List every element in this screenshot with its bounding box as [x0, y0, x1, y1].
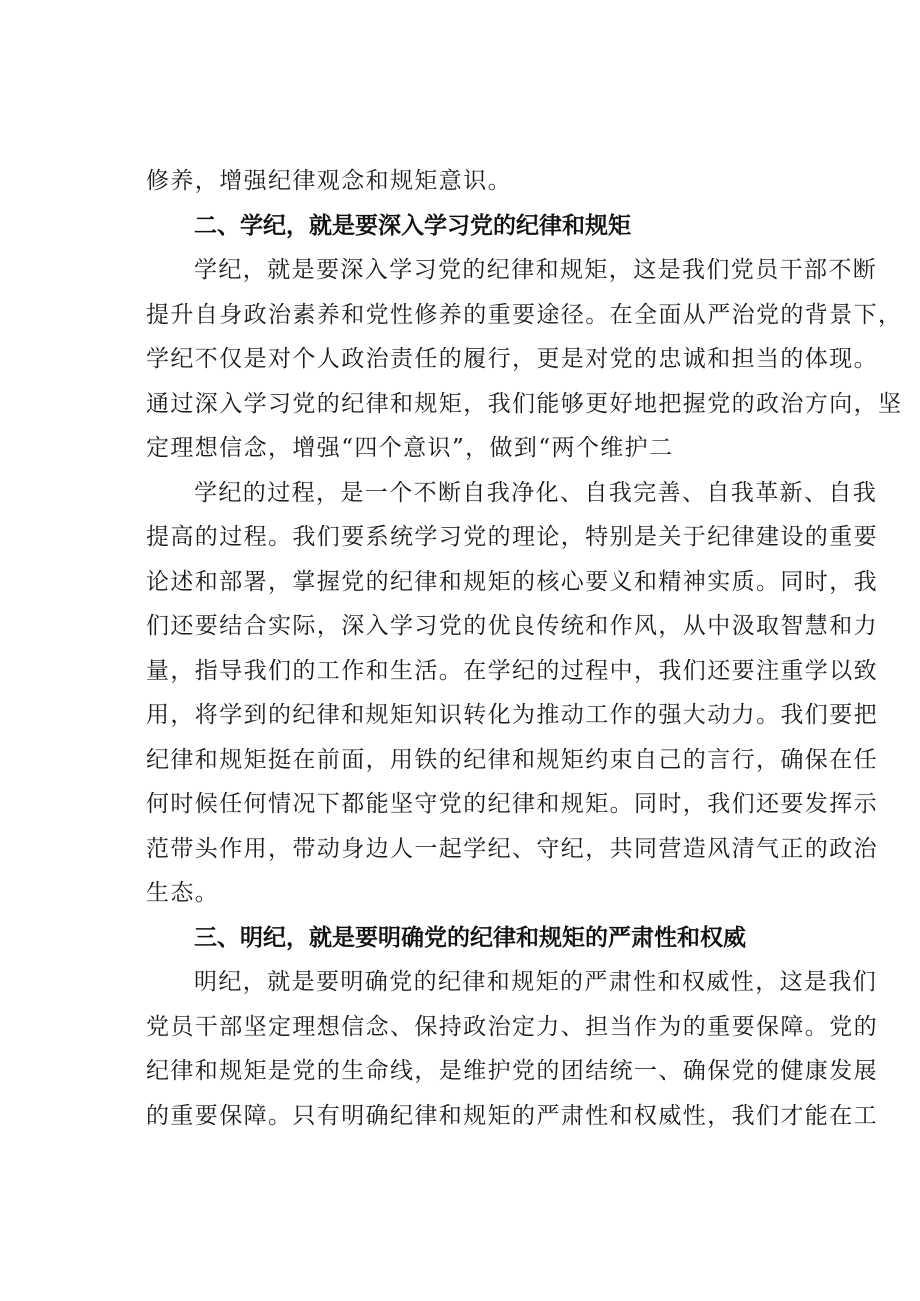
paragraph-line: 们还要结合实际，深入学习党的优良传统和作风，从中汲取智慧和力 [146, 613, 878, 639]
paragraph-line: 量，指导我们的工作和生活。在学纪的过程中，我们还要注重学以致 [146, 657, 878, 684]
paragraph-line: 生态。 [146, 880, 220, 906]
section-heading-3: 三、明纪，就是要明确党的纪律和规矩的严肃性和权威 [194, 924, 746, 951]
paragraph-line: 的重要保障。只有明确纪律和规矩的严肃性和权威性，我们才能在工 [146, 1102, 878, 1129]
paragraph-line: 党员干部坚定理想信念、保持政治定力、担当作为的重要保障。党的 [146, 1013, 878, 1040]
paragraph-line: 定理想信念，增强“四个意识”，做到“两个维护二 [146, 435, 674, 461]
section2-paragraph-2 [146, 471, 878, 916]
section3-paragraph-1 [146, 960, 878, 1138]
paragraph-line: 学纪的过程，是一个不断自我净化、自我完善、自我革新、自我 [194, 479, 878, 506]
paragraph-line: 学纪不仅是对个人政治责任的履行，更是对党的忠诚和担当的体现。 [146, 346, 878, 372]
paragraph-line: 提升自身政治素养和党性修养的重要途径。在全面从严治党的背景下， [146, 301, 903, 328]
paragraph-line: 明纪，就是要明确党的纪律和规矩的严肃性和权威性，这是我们 [194, 969, 878, 995]
paragraph-line: 用，将学到的纪律和规矩知识转化为推动工作的强大动力。我们要把 [146, 702, 878, 728]
paragraph-line: 何时候任何情况下都能坚守党的纪律和规矩。同时，我们还要发挥示 [146, 791, 878, 817]
paragraph-line: 通过深入学习党的纪律和规矩，我们能够更好地把握党的政治方向，坚 [146, 390, 903, 417]
paragraph-line: 纪律和规矩是党的生命线，是维护党的团结统一、确保党的健康发展 [146, 1058, 878, 1084]
section2-paragraph-1 [146, 248, 903, 471]
document-body [146, 159, 903, 1138]
paragraph-line: 论述和部署，掌握党的纪律和规矩的核心要义和精神实质。同时，我 [146, 568, 878, 595]
paragraph-line: 范带头作用，带动身边人一起学纪、守纪，共同营造风清气正的政治 [146, 835, 878, 862]
paragraph-line: 学纪，就是要深入学习党的纪律和规矩，这是我们党员干部不断 [194, 257, 878, 283]
section-heading-2: 二、学纪，就是要深入学习党的纪律和规矩 [194, 212, 631, 239]
intro-tail-line: 修养，增强纪律观念和规矩意识。 [146, 168, 512, 194]
paragraph-line: 提高的过程。我们要系统学习党的理论，特别是关于纪律建设的重要 [146, 524, 878, 550]
paragraph-line: 纪律和规矩挺在前面，用铁的纪律和规矩约束自己的言行，确保在任 [146, 746, 878, 773]
